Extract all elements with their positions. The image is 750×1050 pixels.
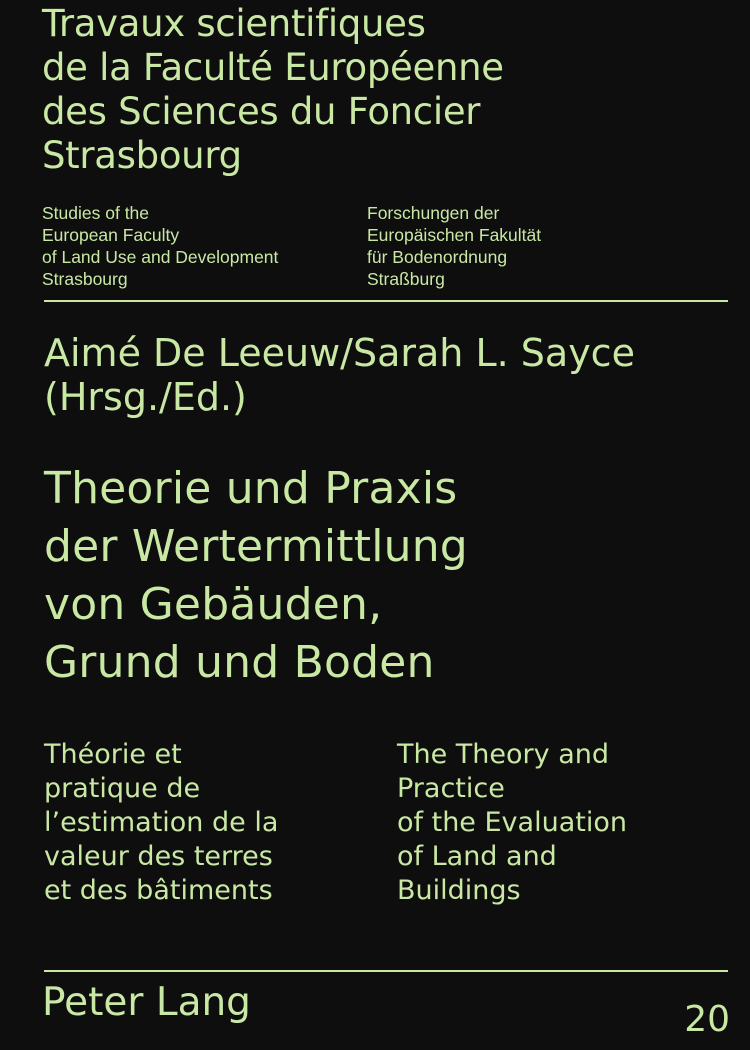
french-title [44,738,278,908]
series-title-line: des Sciences du Foncier [42,90,481,133]
series-german-line: Straßburg [367,269,445,289]
series-english-line: of Land Use and Development [42,247,279,267]
series-german-line: Europäischen Fakultät [367,225,542,245]
series-german-subtitle [367,202,541,290]
editor-role: (Hrsg./Ed.) [44,375,247,419]
volume-number: 20 [684,999,730,1040]
english-title-line: The Theory and [397,739,609,770]
publisher-name: Peter Lang [42,980,251,1025]
series-german-line: Forschungen der [367,203,500,223]
french-title-line: valeur des terres [44,841,273,872]
french-title-line: l’estimation de la [44,807,279,838]
series-german-line: für Bodenordnung [367,247,508,267]
series-title-line: Strasbourg [42,134,242,177]
editor-names: Aimé De Leeuw/Sarah L. Sayce [44,331,635,375]
english-title [397,738,627,908]
book-title-line: von Gebäuden, [44,579,383,630]
series-title-line: de la Faculté Européenne [42,46,504,89]
book-title-line: Theorie und Praxis [44,463,458,514]
english-title-line: Practice [397,773,505,804]
english-title-line: of Land and [397,841,557,872]
series-title-line: Travaux scientifiques [42,2,426,45]
series-title [42,2,722,178]
french-title-line: et des bâtiments [44,875,273,906]
divider-bottom [44,970,728,972]
book-title [44,460,468,692]
editors [44,331,635,419]
divider-top [44,300,728,302]
book-title-line: der Wertermittlung [44,521,468,572]
english-title-line: of the Evaluation [397,807,627,838]
french-title-line: pratique de [44,773,201,804]
series-english-subtitle [42,202,278,290]
series-english-line: Strasbourg [42,269,128,289]
french-title-line: Théorie et [44,739,182,770]
series-english-line: European Faculty [42,225,180,245]
english-title-line: Buildings [397,875,521,906]
series-english-line: Studies of the [42,203,150,223]
book-title-line: Grund und Boden [44,637,435,688]
